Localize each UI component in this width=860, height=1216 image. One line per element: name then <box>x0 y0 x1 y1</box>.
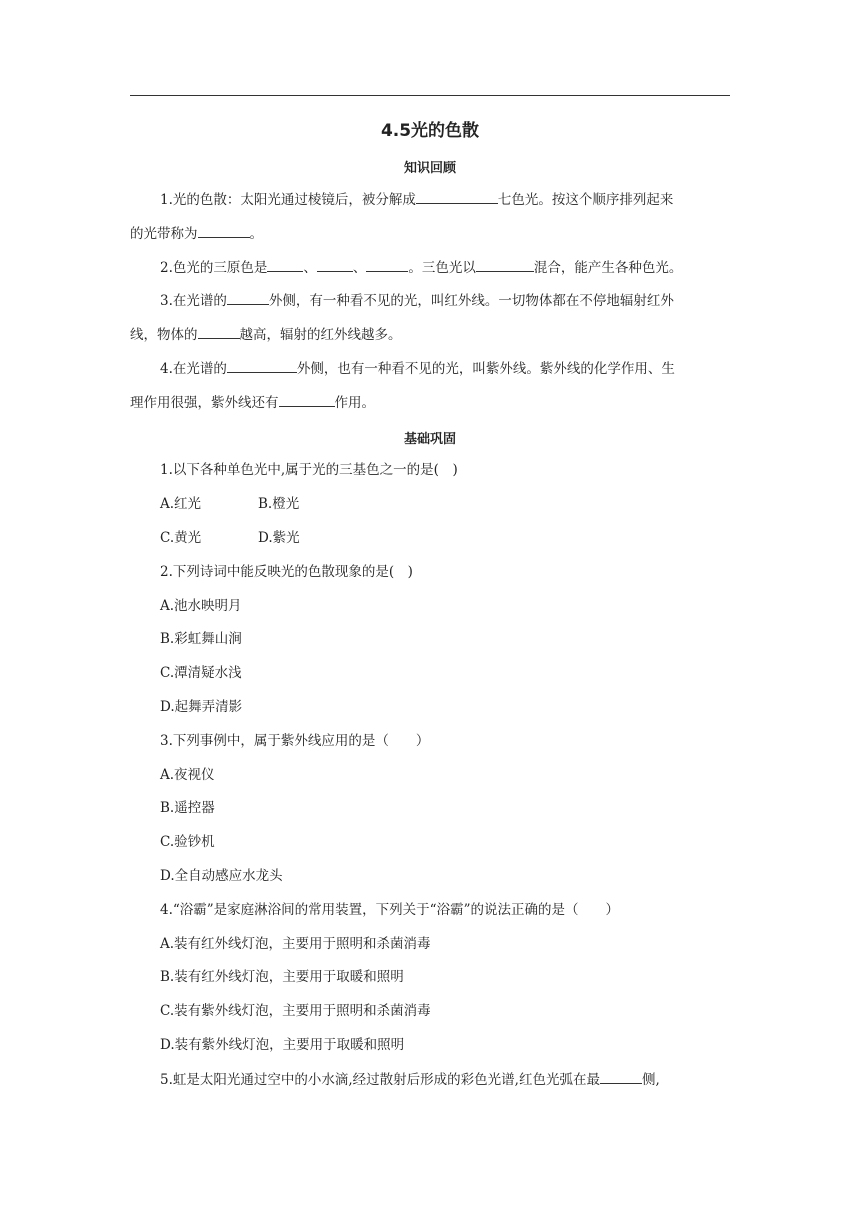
review-question-2: 2.色光的三原色是 、 、 。三色光以 混合，能产生各种色光。 <box>160 257 760 278</box>
answer-blank[interactable] <box>198 223 250 238</box>
review-question-3-cont: 线，物体的 越高，辐射的红外线越多。 <box>130 324 730 345</box>
option-b[interactable]: B.橙光 <box>258 496 300 512</box>
option-d[interactable]: D.全自动感应水龙头 <box>160 868 283 884</box>
option-c[interactable]: C.装有紫外线灯泡，主要用于照明和杀菌消毒 <box>160 1003 431 1019</box>
section-heading-review: 知识回顾 <box>403 161 456 176</box>
basic-question-2: 2.下列诗词中能反映光的色散现象的是( ) <box>160 564 413 580</box>
option-a[interactable]: A.池水映明月 <box>160 598 242 614</box>
review-question-1-cont: 的光带称为 。 <box>130 223 730 244</box>
review-question-4-cont: 理作用很强，紫外线还有 作用。 <box>130 392 730 413</box>
answer-blank[interactable] <box>600 1069 642 1084</box>
basic-question-5: 5.虹是太阳光通过空中的小水滴,经过散射后形成的彩色光谱,红色光弧在最 侧, <box>160 1069 760 1090</box>
review-question-3: 3.在光谱的 外侧，有一种看不见的光，叫红外线。一切物体都在不停地辐射红外 <box>160 290 760 311</box>
answer-blank[interactable] <box>366 257 408 272</box>
option-b[interactable]: B.装有红外线灯泡，主要用于取暖和照明 <box>160 969 404 985</box>
option-d[interactable]: D.起舞弄清影 <box>160 699 243 715</box>
answer-blank[interactable] <box>416 189 498 204</box>
answer-blank[interactable] <box>267 257 303 272</box>
answer-blank[interactable] <box>476 257 534 272</box>
option-row <box>160 494 760 514</box>
option-c[interactable]: C.黄光 <box>160 530 202 546</box>
answer-blank[interactable] <box>198 324 240 339</box>
basic-question-1: 1.以下各种单色光中,属于光的三基色之一的是( ) <box>160 462 458 478</box>
option-a[interactable]: A.夜视仪 <box>160 767 215 783</box>
answer-blank[interactable] <box>279 392 335 407</box>
option-c[interactable]: C.验钞机 <box>160 834 215 850</box>
section-heading-basic: 基础巩固 <box>403 432 456 447</box>
option-row <box>160 528 760 548</box>
review-question-4: 4.在光谱的 外侧，也有一种看不见的光，叫紫外线。紫外线的化学作用、生 <box>160 358 760 379</box>
option-d[interactable]: D.装有紫外线灯泡，主要用于取暖和照明 <box>160 1037 405 1053</box>
answer-blank[interactable] <box>227 358 297 373</box>
option-d[interactable]: D.紫光 <box>258 530 300 546</box>
answer-blank[interactable] <box>227 290 269 305</box>
header-rule <box>130 95 730 96</box>
option-b[interactable]: B.彩虹舞山涧 <box>160 631 242 647</box>
basic-question-3: 3.下列事例中，属于紫外线应用的是（ ） <box>160 733 430 749</box>
basic-question-4: 4.“浴霸”是家庭淋浴间的常用装置，下列关于“浴霸”的说法正确的是（ ） <box>160 902 619 918</box>
option-a[interactable]: A.装有红外线灯泡，主要用于照明和杀菌消毒 <box>160 936 431 952</box>
option-c[interactable]: C.潭清疑水浅 <box>160 665 242 681</box>
page-title: 4.5光的色散 <box>380 121 480 141</box>
option-b[interactable]: B.遥控器 <box>160 800 215 816</box>
option-a[interactable]: A.红光 <box>160 496 202 512</box>
review-question-1: 1.光的色散：太阳光通过棱镜后，被分解成 七色光。按这个顺序排列起来 <box>160 189 760 210</box>
answer-blank[interactable] <box>317 257 353 272</box>
